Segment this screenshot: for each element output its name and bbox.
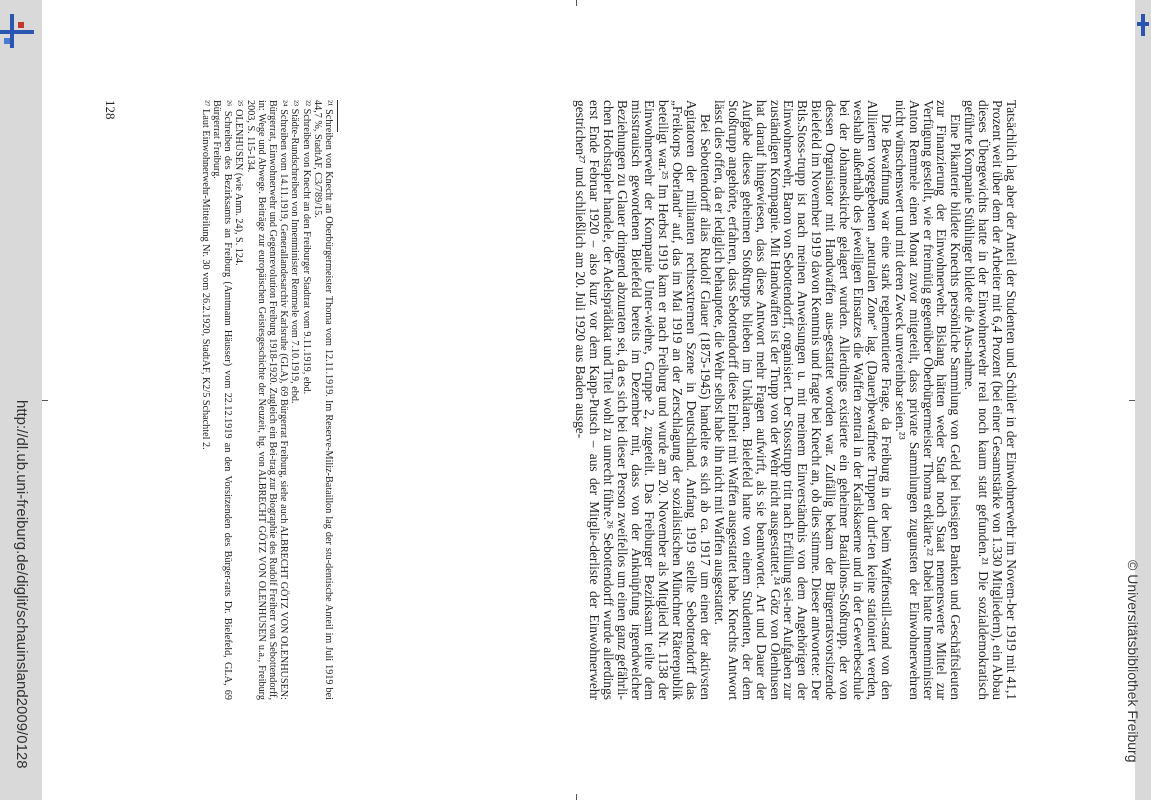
footnote: ²⁴ Schreiben vom 14.11.1919, Generallandesarchiv Karlsruhe (GLA), 69 Bürgerrat Freiburg, siehe auch ALBRECHT GÖTZ VON OLENHUSEN: Bürgerrat, Einwohnerwehr und Gegenrevolution Freiburg 1918-1920. Zugleich ein Bei-trag zur Biographie des Rudolf Freiherr von Sebottendorff, in: Wege und Abwege. Beiträge zur europäischen Geistesgeschichte der Neuzeit, hg. von ALBRECHT GÖTZ VON OLENHUSEN u.a., Freiburg 2003, S. 115-134. [244,100,290,700]
fold-mark-left [42,400,48,401]
footnote: ²⁶ Schreiben des Bezirksamts an Freiburg (Amtmann Häusser) vom 22.12.1919 an den Vorsitzenden des Bürger-rats Dr. Bielefeld, GLA, 69 Bürgerrat Freiburg. [210,100,234,700]
footnote: ²⁷ Laut Einwohnerwehr-Mitteilung Nr. 30 vom 26.2.1920, StadtAF, K2/5 Schachtel 2. [199,100,211,450]
page-number: 128 [103,100,118,120]
fold-mark-bottom [576,794,577,800]
footnote: ²² Schreiben von Knecht an den Freiburger Stadtrat vom 9.11.1919, ebd. [300,100,312,395]
fold-mark-top [576,0,577,6]
paragraph: Eine Pikanterie bildete Knechts persönliche Sammlung von Geld bei hiesigen Banken und Geschäftsleuten zur Finanzierung der Einwohnerwehr. Bislang hätten weder Stadt noch Staat nennenswerte Mittel zur Verfügung gestellt, wie er freimütig gegenüber Oberbürgermeister Thoma erklärte.²² Dabei hatte Innenminister Anton Remmele einen Monat zuvor mitgeteilt, dass private Sammlungen zugunsten der Einwohnerwehren nicht wünschenswert und mit deren Zweck unvereinbar seien.²³ [892,100,964,700]
source-url[interactable]: http://dl.ub.uni-freiburg.de/diglit/schauinsland2009/0128 [13,400,30,769]
paragraph: Die Bewaffnung war eine stark reglementierte Frage, da Freiburg in der beim Waffenstill-stand von den Alliierten vorgegebenen „neutralen Zone“ lag. (Dauer)bewaffnete Truppen durf-ten keine stationiert werden, weshalb außerhalb des jeweiligen Einsatzes die Waffen zentral in der Karlskaserne und in der Gewerbeschule bei der Johanneskirche gelagert wurden. Allerdings existierte ein geheimer Bataillons-Stoßtrupp, der von dessen Organisator mit Handwaffen aus-gestattet worden war. Zufällig bekam der Bürgerratsvorsitzende Bielefeld im November 1919 davon Kenntnis und fragte bei Knecht an, ob dies stimme. Dieser antwortete: Der Btls.Stoss-trupp ist nach meinen Anweisungen u. mit meinem Einverständnis von dem Angehörigen der Einwohnerwehr, Baron von Sebottendorff, organisiert. Der Stosstrupp tritt nach Erfüllung sei-ner Aufgaben zur zuständigen Kompagnie. Mit Handwaffen ist der Trupp von der Wehr nicht ausgestattet.²⁴ Götz von Olenhusen hat darauf hingewiesen, dass diese Antwort mehr Fragen aufwirft, als sie beantwortet. Art und Dauer der Aufgabe dieses geheimen Stoßtrupps blieben im Unklaren. Bielefeld hatte von einem Studenten, der dem Stoßtrupp angehörte, erfahren, dass Sebottendorff diese Einheit mit Waffen ausgestattet habe. Knechts Antwort lässt dies offen, da er lediglich behauptete, die Wehr selbst habe ihn nicht mit Waffen ausgestattet. [711,100,894,700]
fold-mark-right [1129,400,1135,401]
scanned-page [103,100,1019,700]
color-calibration-mark-top-left [0,14,34,48]
footnote: ²¹ Schreiben von Knecht an Oberbürgermeister Thoma vom 12.11.1919. Im Reserve-Miliz-Bataillon lag der stu-dentische Anteil im Juli 1919 bei 44,7 %, StadtAF, C3/789/15. [311,100,334,700]
color-calibration-mark-top-right [1133,14,1151,44]
body-text [573,100,1018,700]
footnotes [200,100,338,700]
footnote: ²³ Städte-Rundschreiben von Innenminister Remmele vom 7.10.1919, ebd. [289,100,301,404]
paragraph: Bei Sebottendorff alias Rudolf Glauer (1875-1945) handelte es sich ab ca. 1917 um einen der aktivsten Agitatoren der militanten rechtsextremen Szene in Deutschland. Anfang 1919 stellte Sebottendorff das „Freikorps Oberland“ auf, das im Mai 1919 an der Zerschlagung der sozialistischen Münchner Räterepublik beteiligt war.²⁵ Im Herbst 1919 kam er nach Freiburg und wurde am 20. November als Mitglied Nr. 1138 der Einwohnerwehr der Kompanie Unter-wiehre, Gruppe 2, zugeteilt. Das Freiburger Bezirksamt teilte dem misstrauisch gewordenen Bielefeld bereits im Dezember mit, dass von der Anknüpfung irgendwelcher Beziehungen zu Glauer dringend abzuraten sei, da es sich bei dieser Person zweifellos um einen ganz gefährli-chen Hochstapler handele, der Adelsprädikat und Titel wohl zu unrecht führe.²⁶ Sebottendorff wurde allerdings erst Ende Februar 1920 – also kurz vor dem Kapp-Putsch – aus der Mitglie-derliste der Einwohnerwehr gestrichen²⁷ und schließlich am 20. Juli 1920 aus Baden ausge- [572,100,714,700]
paragraph: Tatsächlich lag aber der Anteil der Studenten und Schüler in der Einwohnerwehr im Novem-ber 1919 mit 41,1 Prozent weit über dem der Arbeiter mit 6,4 Prozent (bei einer Gesamtstärke von 1.330 Mitgliedern), ein Abbau dieses Übergewichts hatte in der Einwohnerwehr real noch kaum statt gefunden.²¹ Die sozialdemokratisch geführte Kompanie Stühlinger bildete die Aus-nahme. [962,100,1019,700]
footnote: ²⁵ OLENHUSEN (wie Anm. 24), S. 124. [233,100,245,266]
footnote-rule [337,100,338,132]
copyright-notice: © Universitätsbibliothek Freiburg [1125,560,1141,763]
